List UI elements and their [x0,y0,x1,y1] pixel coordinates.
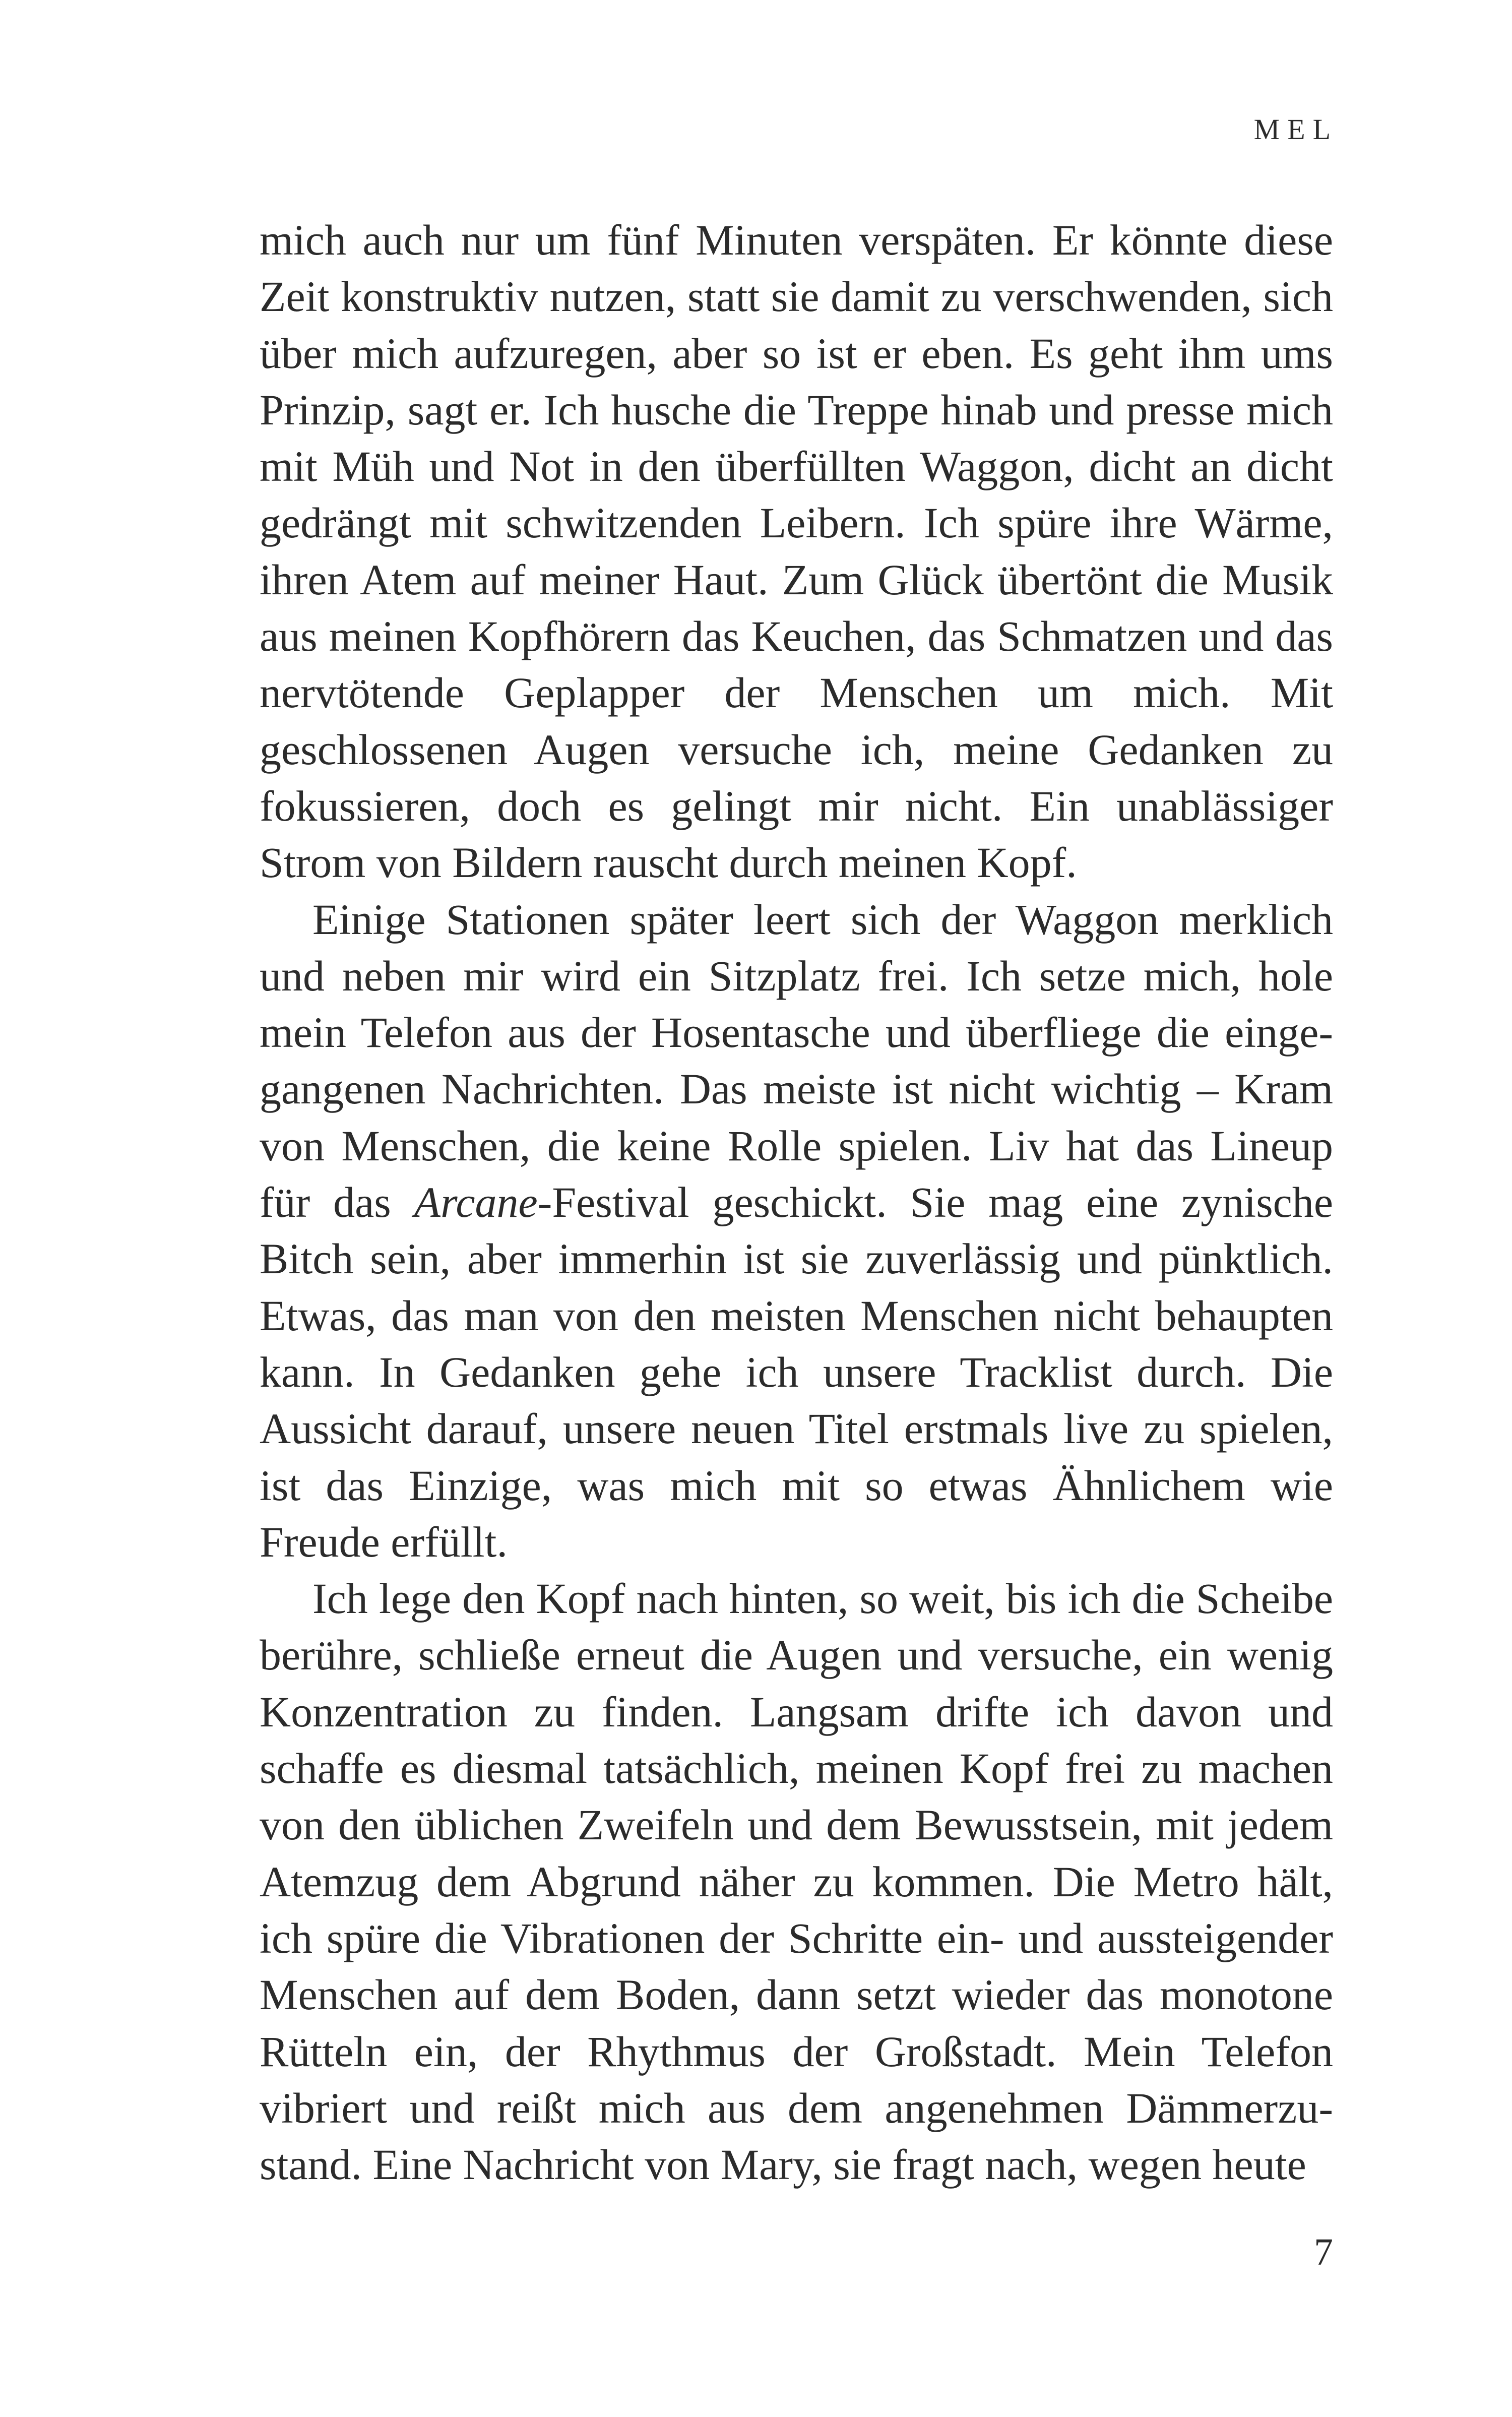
body-text [260,212,1333,2193]
festival-name: Arcane [414,1178,538,1227]
paragraph-text: Einige Stationen später leert sich der Waggon merklich und neben mir wird ein Sitzplatz frei. Ich setze mich, hole mein Telefon aus der Hosentasche und überfliege die eingegangenen Nachrichten. Das meiste ist nicht wichtig – Kram von Menschen, die keine Rolle spielen. Liv hat das Lineup für das [260,895,1333,1227]
paragraph [260,891,1333,1571]
page-number: 7 [1314,2231,1333,2273]
running-head: MEL [1253,113,1338,146]
paragraph-text: -Festival geschickt. Sie mag eine zynische Bitch sein, aber immerhin ist sie zuverlässig und pünktlich. Etwas, das man von den meisten Menschen nicht behaupten kann. In Gedanken gehe ich unsere Tracklist durch. Die Aussicht darauf, unsere neuen Titel erstmals live zu spielen, ist das Einzige, was mich mit so etwas Ähnlichem wie Freude erfüllt. [260,1178,1333,1566]
paragraph: mich auch nur um fünf Minuten verspäten. Er könnte diese Zeit konstruktiv nutzen, statt sie damit zu verschwenden, sich über mich aufzuregen, aber so ist er eben. Es geht ihm ums Prinzip, sagt er. Ich husche die Treppe hinab und presse mich mit Müh und Not in den überfüllten Waggon, dicht an dicht gedrängt mit schwitzenden Leibern. Ich spüre ihre Wärme, ihren Atem auf meiner Haut. Zum Glück übertönt die Musik aus meinen Kopfhörern das Keuchen, das Schmatzen und das nervtötende Geplapper der Menschen um mich. Mit geschlossenen Augen versuche ich, meine Gedanken zu fokussieren, doch es gelingt mir nicht. Ein unablässiger Strom von Bildern rauscht durch meinen Kopf. [260,216,1333,887]
paragraph: Ich lege den Kopf nach hinten, so weit, bis ich die Scheibe berühre, schließe erneut die Augen und versuche, ein wenig Konzentration zu finden. Langsam drifte ich davon und schaffe es diesmal tatsächlich, meinen Kopf frei zu machen von den üblichen Zweifeln und dem Bewusstsein, mit jedem Atemzug dem Abgrund näher zu kommen. Die Metro hält, ich spüre die Vibrationen der Schritte ein- und aussteigender Menschen auf dem Boden, dann setzt wieder das monotone Rütteln ein, der Rhythmus der Großstadt. Mein Telefon vibriert und reißt mich aus dem angenehmen Dämmerzustand. Eine Nachricht von Mary, sie fragt nach, wegen heute [260,1574,1333,2189]
